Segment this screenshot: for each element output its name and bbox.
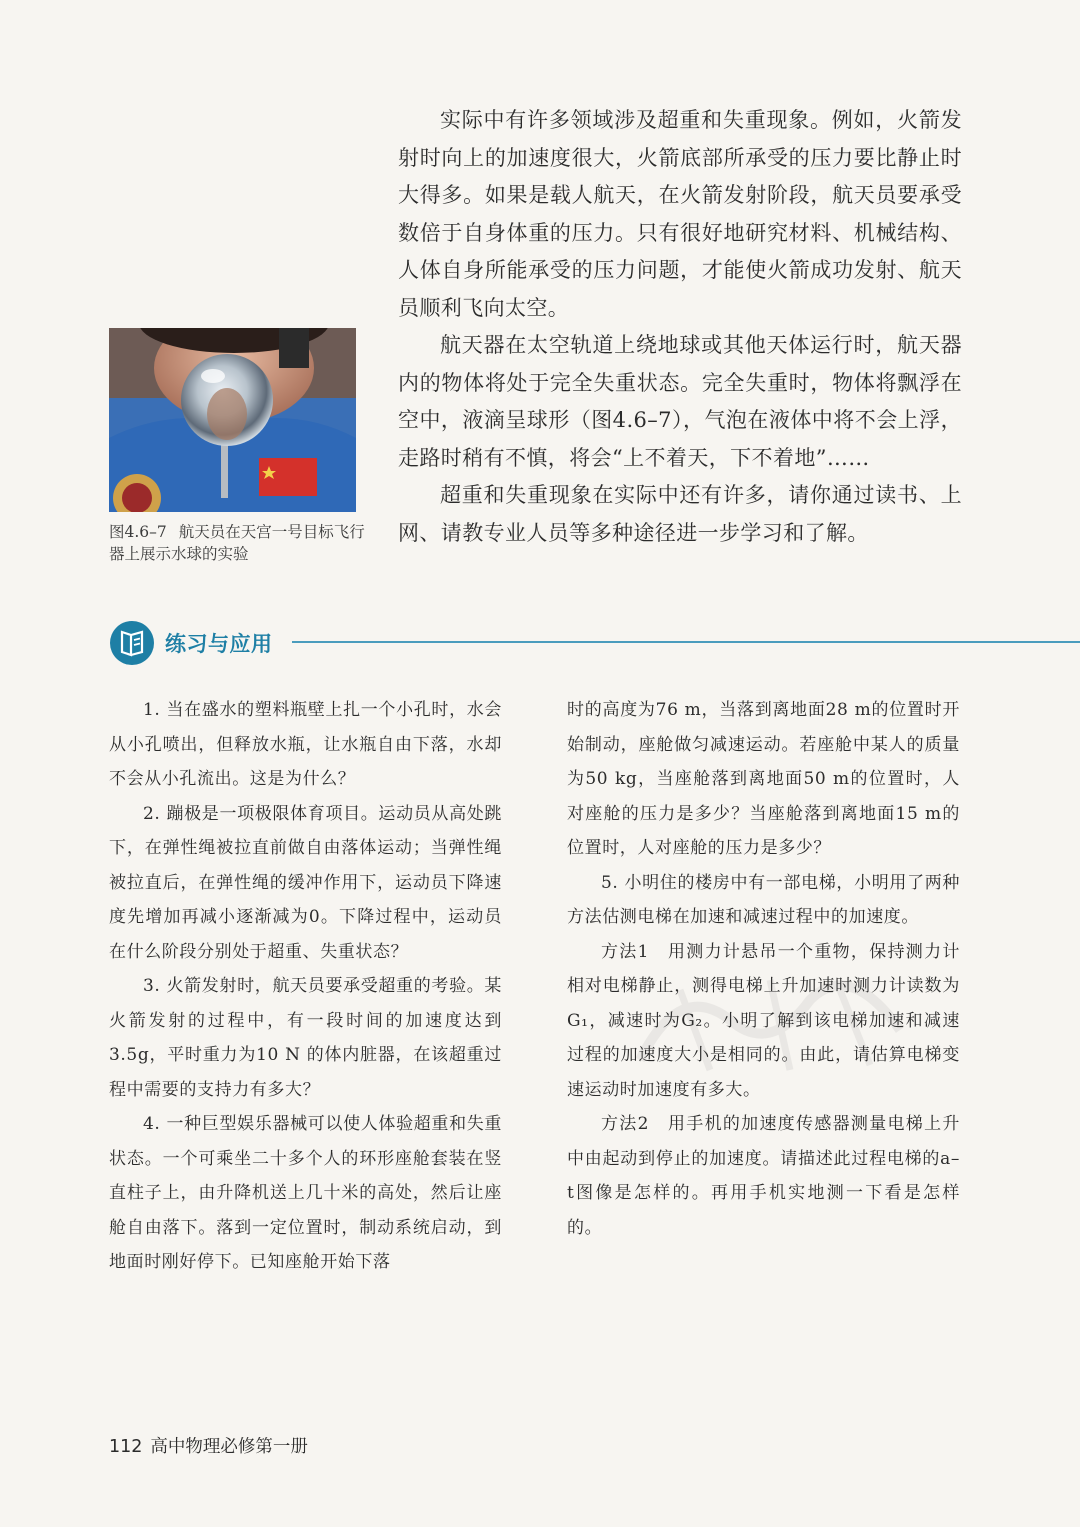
exercise-item: 3. 火箭发射时，航天员要承受超重的考验。某火箭发射的过程中，有一段时间的加速度达到3.5g，平时重力为10 N 的体内脏器，在该超重过程中需要的支持力有多大？ (109, 976, 502, 1100)
publisher-watermark (620, 960, 920, 1080)
page-number: 112 (109, 1437, 143, 1457)
exercise-book-icon (109, 620, 157, 666)
section-header (109, 620, 1080, 666)
exercise-item: 2. 蹦极是一项极限体育项目。运动员从高处跳下，在弹性绳被拉直前做自由落体运动；当弹性绳被拉直后，在弹性绳的缓冲作用下，运动员下降速度先增加再减小逐渐减为0。下降过程中，运动员在什么阶段分别处于超重、失重状态？ (109, 803, 502, 962)
paragraph: 超重和失重现象在实际中还有许多，请你通过读书、上网、请教专业人员等多种途径进一步学习和了解。 (398, 483, 962, 545)
exercises-left-column (109, 693, 502, 1280)
exercise-method: 方法1 用测力计悬吊一个重物，保持测力计相对电梯静止，测得电梯上升加速时测力计读数为G₁，减速时为G₂。小明了解到该电梯加速和减速过程的加速度大小是相同的。由此，请估算电梯变速运动时加速度有多大。 (567, 941, 960, 1100)
page-footer (109, 1433, 308, 1458)
exercise-method: 方法2 用手机的加速度传感器测量电梯上升中由起动到停止的加速度。请描述此过程电梯的a–t图像是怎样的。再用手机实地测一下看是怎样的。 (567, 1114, 960, 1238)
paragraph: 航天器在太空轨道上绕地球或其他天体运行时，航天器内的物体将处于完全失重状态。完全失重时，物体将飘浮在空中，液滴呈球形（图4.6–7），气泡在液体中将不会上浮，走路时稍有不慎，将会“上不着天，下不着地”…… (398, 333, 962, 470)
figure-caption-text: 航天员在天宫一号目标飞行器上展示水球的实验 (109, 523, 365, 563)
exercise-item-continued: 时的高度为76 m，当落到离地面28 m的位置时开始制动，座舱做匀减速运动。若座舱中某人的质量为50 kg，当座舱落到离地面50 m的位置时，人对座舱的压力是多少？当座舱落到离地面15 m的位置时，人对座舱的压力是多少？ (567, 700, 960, 858)
paragraph: 实际中有许多领域涉及超重和失重现象。例如，火箭发射时向上的加速度很大，火箭底部所承受的压力要比静止时大得多。如果是载人航天，在火箭发射阶段，航天员要承受数倍于自身体重的压力。只有很好地研究材料、机械结构、人体自身所能承受的压力问题，才能使火箭成功发射、航天员顺利飞向太空。 (398, 108, 962, 320)
exercise-item: 5. 小明住的楼房中有一部电梯，小明用了两种方法估测电梯在加速和减速过程中的加速度。 (567, 872, 960, 927)
exercise-item: 1. 当在盛水的塑料瓶壁上扎一个小孔时，水会从小孔喷出，但释放水瓶，让水瓶自由下落，水却不会从小孔流出。这是为什么？ (109, 700, 502, 789)
section-divider (292, 641, 1080, 643)
exercise-item: 4. 一种巨型娱乐器械可以使人体验超重和失重状态。一个可乘坐二十多个人的环形座舱套装在竖直柱子上，由升降机送上几十米的高处，然后让座舱自由落下。落到一定位置时，制动系统启动，到地面时刚好停下。已知座舱开始下落 (109, 1114, 502, 1272)
figure-caption (109, 521, 369, 565)
astronaut-water-ball-photo (109, 328, 356, 512)
section-title: 练习与应用 (165, 632, 273, 656)
upper-text-block (398, 102, 962, 552)
book-title: 高中物理必修第一册 (150, 1437, 308, 1457)
figure-number: 图4.6–7 (109, 523, 167, 541)
